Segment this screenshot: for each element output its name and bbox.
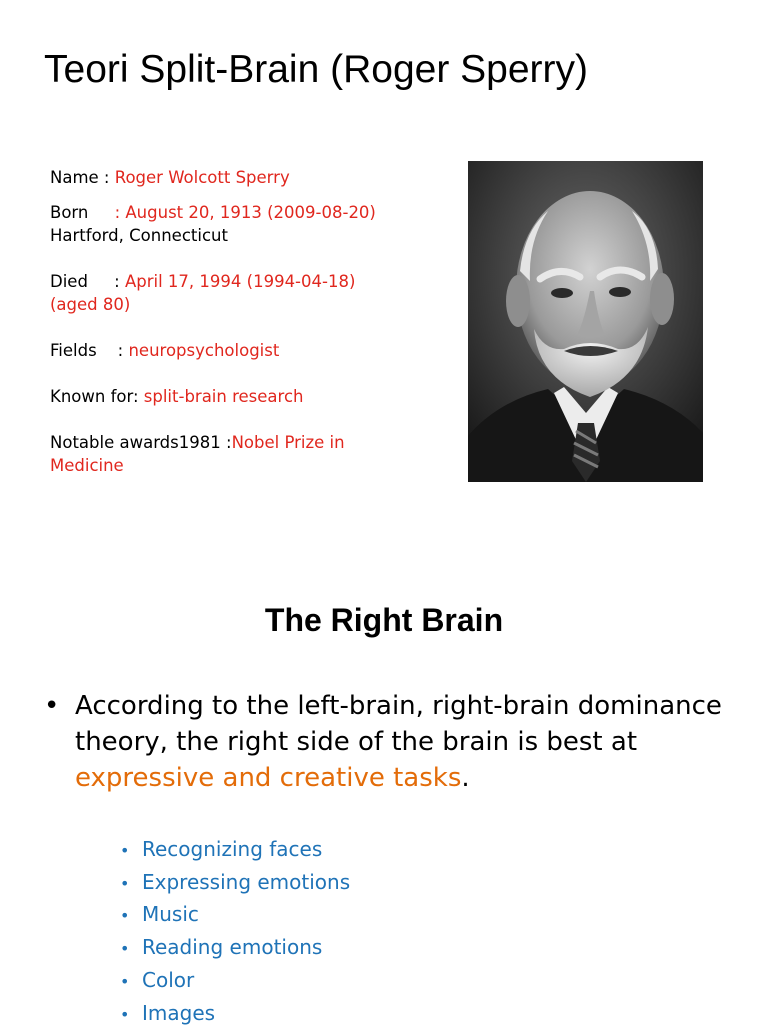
awards-row	[50, 431, 455, 477]
main-bullet	[44, 688, 724, 796]
known-for-value: split-brain research	[143, 387, 304, 406]
list-item-label: Expressing emotions	[142, 869, 351, 894]
bullet-end: .	[461, 763, 470, 793]
awards-value-continued: Medicine	[50, 456, 124, 475]
list-item	[120, 867, 350, 900]
list-item	[120, 998, 350, 1030]
list-item	[120, 899, 350, 932]
fields-label: Fields :	[50, 341, 129, 360]
sub-bullet-dot: •	[120, 841, 130, 860]
fields-row	[50, 339, 455, 362]
list-item-label: Images	[142, 1000, 216, 1025]
awards-label: Notable awards1981 :	[50, 433, 232, 452]
portrait-illustration	[468, 161, 703, 482]
bullet-dot: •	[44, 691, 60, 721]
list-item-label: Recognizing faces	[142, 837, 323, 861]
known-for-row	[50, 385, 455, 408]
awards-value: Nobel Prize in	[231, 433, 345, 452]
born-value: : August 20, 1913 (2009-08-20)	[114, 203, 376, 222]
name-row	[50, 166, 455, 189]
sub-bullet-dot: •	[120, 971, 130, 991]
list-item-label: Color	[142, 967, 195, 992]
fields-value: neuropsychologist	[128, 341, 280, 360]
biography-info	[50, 166, 455, 477]
born-label: Born	[50, 203, 115, 222]
right-brain-traits-list	[120, 834, 350, 1030]
list-item-label: Music	[142, 902, 199, 927]
name-label: Name :	[50, 168, 115, 187]
name-value: Roger Wolcott Sperry	[114, 168, 290, 187]
born-row	[50, 201, 455, 247]
sub-bullet-dot: •	[120, 873, 130, 893]
sub-bullet-dot: •	[120, 906, 130, 926]
portrait-photo	[468, 161, 703, 482]
bullet-text: According to the left-brain, right-brain dominance theory, the right side of the brain is best at	[75, 691, 722, 757]
list-item-label: Reading emotions	[142, 935, 323, 960]
bullet-highlight: expressive and creative tasks	[75, 763, 462, 793]
section-heading: The Right Brain	[264, 602, 504, 638]
list-item	[120, 932, 350, 965]
born-place: Hartford, Connecticut	[50, 226, 228, 245]
sub-bullet-dot: •	[120, 1004, 130, 1024]
list-item	[120, 834, 350, 867]
main-bullet-text	[75, 688, 724, 796]
died-value: April 17, 1994 (1994-04-18)	[124, 272, 356, 291]
died-row	[50, 270, 455, 316]
sub-bullet-dot: •	[120, 939, 130, 959]
died-label: Died :	[50, 272, 125, 291]
list-item	[120, 965, 350, 998]
slide-title: Teori Split-Brain (Roger Sperry)	[44, 48, 589, 91]
known-for-label: Known for:	[50, 387, 144, 406]
died-age: (aged 80)	[50, 295, 131, 314]
